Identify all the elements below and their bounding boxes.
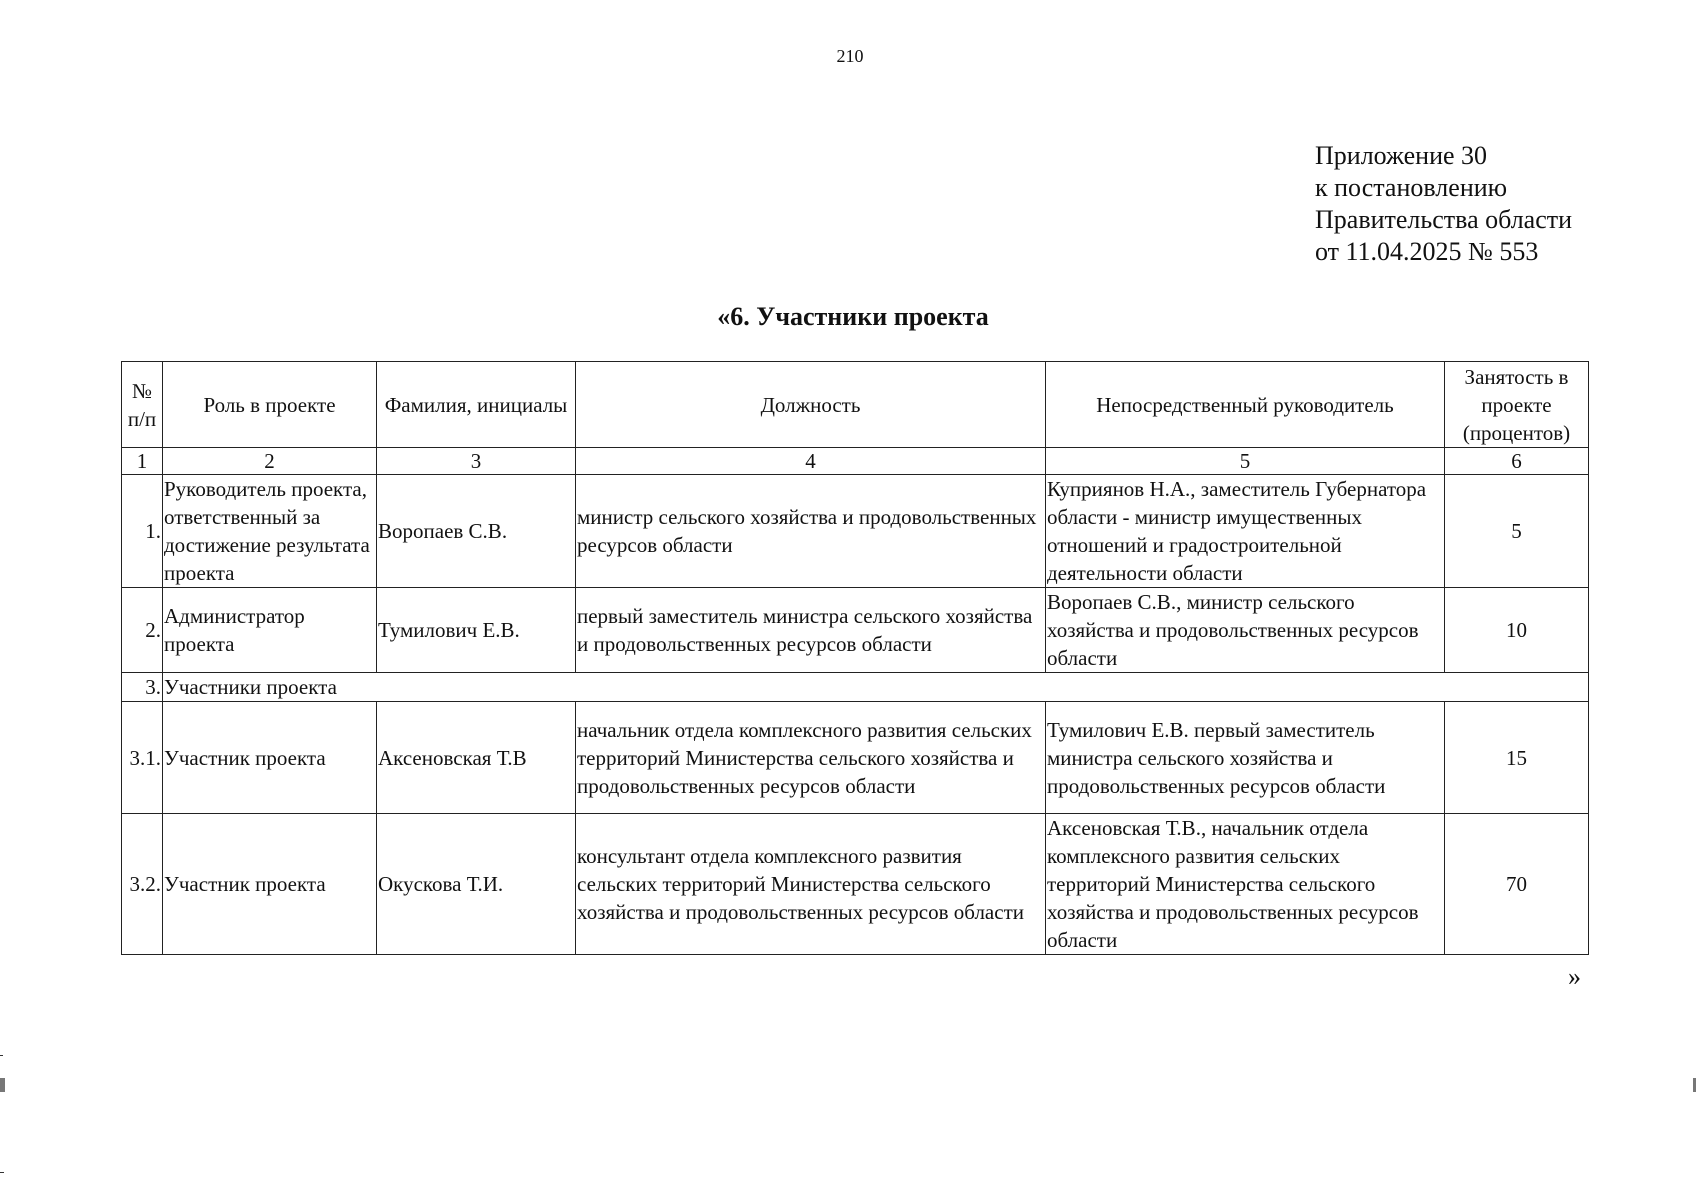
row-role: Участник проекта — [163, 702, 377, 814]
table-row — [122, 814, 1589, 955]
group-num: 3. — [122, 673, 163, 702]
row-num: 3.2. — [122, 814, 163, 955]
row-manager: Куприянов Н.А., заместитель Губернатора области - министр имущественных отношений и градостроительной деятельности области — [1046, 475, 1445, 588]
row-name: Окускова Т.И. — [377, 814, 576, 955]
column-number: 4 — [576, 448, 1046, 475]
column-number: 6 — [1445, 448, 1589, 475]
scan-artifact — [1693, 1078, 1696, 1092]
row-manager: Тумилович Е.В. первый заместитель министра сельского хозяйства и продовольственных ресурсов области — [1046, 702, 1445, 814]
row-employment: 5 — [1445, 475, 1589, 588]
row-position: консультант отдела комплексного развития сельских территорий Министерства сельского хозяйства и продовольственных ресурсов области — [576, 814, 1046, 955]
row-num: 2. — [122, 588, 163, 673]
header-role: Роль в проекте — [163, 362, 377, 448]
row-employment: 70 — [1445, 814, 1589, 955]
row-position: первый заместитель министра сельского хозяйства и продовольственных ресурсов области — [576, 588, 1046, 673]
scan-artifact — [0, 1172, 4, 1173]
header-employment: Занятость в проекте (процентов) — [1445, 362, 1589, 448]
row-name: Тумилович Е.В. — [377, 588, 576, 673]
row-role: Администратор проекта — [163, 588, 377, 673]
row-role: Руководитель проекта, ответственный за достижение результата проекта — [163, 475, 377, 588]
table-row — [122, 702, 1589, 814]
row-employment: 10 — [1445, 588, 1589, 673]
row-role: Участник проекта — [163, 814, 377, 955]
group-label: Участники проекта — [163, 673, 1589, 702]
row-num: 3.1. — [122, 702, 163, 814]
appendix-line: от 11.04.2025 № 553 — [1315, 237, 1539, 266]
header-name: Фамилия, инициалы — [377, 362, 576, 448]
header-num: № п/п — [122, 362, 163, 448]
table-row — [122, 588, 1589, 673]
column-number: 2 — [163, 448, 377, 475]
row-position: начальник отдела комплексного развития сельских территорий Министерства сельского хозяйства и продовольственных ресурсов области — [576, 702, 1046, 814]
row-manager: Аксеновская Т.В., начальник отдела комплексного развития сельских территорий Министерства сельского хозяйства и продовольственных ресурсов области — [1046, 814, 1445, 955]
column-number-row — [122, 448, 1589, 475]
table-group-row — [122, 673, 1589, 702]
closing-quote: » — [1568, 962, 1581, 991]
row-name: Аксеновская Т.В — [377, 702, 576, 814]
column-number: 3 — [377, 448, 576, 475]
table-row — [122, 475, 1589, 588]
section-title: «6. Участники проекта — [717, 302, 989, 331]
scan-artifact — [0, 1055, 3, 1056]
appendix-block — [1315, 140, 1572, 268]
scan-artifact — [0, 1078, 5, 1092]
participants-table — [121, 361, 1589, 955]
header-manager: Непосредственный руководитель — [1046, 362, 1445, 448]
row-position: министр сельского хозяйства и продовольственных ресурсов области — [576, 475, 1046, 588]
row-manager: Воропаев С.В., министр сельского хозяйства и продовольственных ресурсов области — [1046, 588, 1445, 673]
row-name: Воропаев С.В. — [377, 475, 576, 588]
row-num: 1. — [122, 475, 163, 588]
header-position: Должность — [576, 362, 1046, 448]
page-number: 210 — [836, 46, 864, 66]
column-number: 5 — [1046, 448, 1445, 475]
appendix-line: к постановлению — [1315, 173, 1508, 202]
appendix-line: Правительства области — [1315, 205, 1573, 234]
column-number: 1 — [122, 448, 163, 475]
table-header-row — [122, 362, 1589, 448]
row-employment: 15 — [1445, 702, 1589, 814]
appendix-line: Приложение 30 — [1315, 141, 1488, 170]
